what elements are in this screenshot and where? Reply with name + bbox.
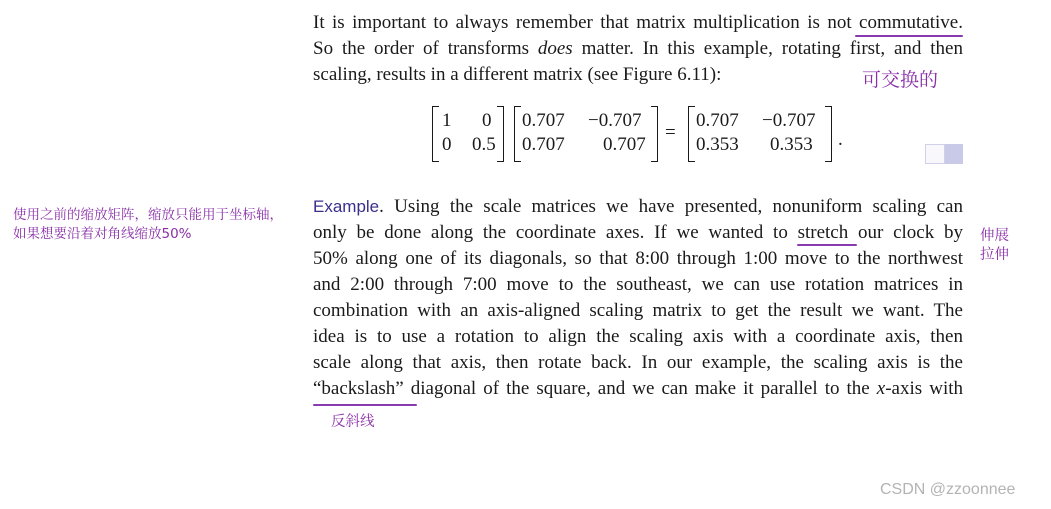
emphasis-does: does <box>537 38 573 59</box>
matrix-c <box>688 106 832 162</box>
annotation-stretch-line2: 拉伸 <box>980 247 1009 263</box>
matrix-a-cell: 0 <box>482 110 492 131</box>
matrix-c-cell: 0.353 <box>696 134 739 155</box>
example-keyword: Example <box>313 197 380 216</box>
matrix-a-cell: 0 <box>442 134 452 155</box>
paragraph2-line8-text: diagonal of the square, and we can make it parallel to the <box>403 378 877 399</box>
matrix-a-right-bracket <box>497 106 504 162</box>
annotation-backslash: 反斜线 <box>331 414 375 430</box>
matrix-b-cell: 0.707 <box>522 134 565 155</box>
paragraph2-line8-rest: -axis with <box>885 378 963 399</box>
matrix-a-cell: 0.5 <box>472 134 496 155</box>
paragraph2-line3: 50% along one of its diagonals, so that 8:00 through 1:00 move to the northwest <box>313 248 963 269</box>
paragraph1-line1 <box>313 10 963 36</box>
matrix-b-cell: 0.707 <box>522 110 565 131</box>
matrix-c-cell: 0.353 <box>770 134 813 155</box>
equals-sign: = <box>665 122 676 143</box>
stretch-underline <box>797 244 857 246</box>
annotation-left-line1: 使用之前的缩放矩阵，缩放只能用于坐标轴， <box>13 207 283 223</box>
page-toggle-widget[interactable] <box>925 144 963 164</box>
matrix-c-cell: −0.707 <box>762 110 816 131</box>
commutative-underline <box>855 35 963 37</box>
matrix-c-cell: 0.707 <box>696 110 739 131</box>
watermark: CSDN @zzoonnee <box>880 481 1016 498</box>
paragraph1-line2-rest: matter. In this example, rotating first, and then <box>572 38 963 59</box>
matrix-equation <box>432 106 852 162</box>
paragraph1-line1-period: . <box>958 12 963 33</box>
matrix-a-cell: 1 <box>442 110 452 131</box>
paragraph2-line8 <box>313 376 963 402</box>
matrix-c-left-bracket <box>688 106 695 162</box>
matrix-b-cell: −0.707 <box>588 110 642 131</box>
paragraph2-line4: and 2:00 through 7:00 move to the southeast, we can use rotation matrices in <box>313 274 963 295</box>
paragraph2-line2-text: only be done along the coordinate axes. If we wanted to <box>313 222 798 243</box>
variable-x: x <box>876 378 886 399</box>
highlight-stretch: stretch <box>797 222 849 243</box>
matrix-b-left-bracket <box>514 106 521 162</box>
matrix-b <box>514 106 658 162</box>
matrix-a-left-bracket <box>432 106 439 162</box>
paragraph1-line3: scaling, results in a different matrix (see Figure 6.11): <box>313 64 722 85</box>
paragraph2-line1-text: . Using the scale matrices we have presented, nonuniform scaling can <box>379 196 963 217</box>
annotation-left-line2: 如果想要沿着对角线缩放50% <box>13 226 192 242</box>
paragraph2-line2-rest: our clock by <box>848 222 963 243</box>
backslash-underline <box>313 404 417 406</box>
paragraph1-line1-text: It is important to always remember that matrix multiplication is not <box>313 12 860 33</box>
annotation-commutative: 可交换的 <box>862 69 939 91</box>
matrix-c-right-bracket <box>825 106 832 162</box>
matrix-b-cell: 0.707 <box>603 134 646 155</box>
paragraph1-line2-text: So the order of transforms <box>313 38 538 59</box>
equation-period: . <box>838 129 843 150</box>
paragraph2-line5: combination with an axis-aligned scaling matrix to get the result we want. The <box>313 300 963 321</box>
highlight-commutative: commutative <box>859 12 959 33</box>
matrix-a <box>432 106 504 162</box>
widget-right-box <box>945 144 963 164</box>
annotation-stretch-line1: 伸展 <box>980 228 1009 244</box>
paragraph2-line1 <box>313 194 963 220</box>
highlight-backslash: “backslash” <box>313 378 404 399</box>
widget-left-box <box>925 144 945 164</box>
paragraph2-line2 <box>313 220 963 246</box>
matrix-b-right-bracket <box>651 106 658 162</box>
paragraph2-line6: idea is to use a rotation to align the scaling axis with a coordinate axis, then <box>313 326 963 347</box>
paragraph2-line7: scale along that axis, then rotate back. In our example, the scaling axis is the <box>313 352 963 373</box>
paragraph1-line2 <box>313 36 963 62</box>
